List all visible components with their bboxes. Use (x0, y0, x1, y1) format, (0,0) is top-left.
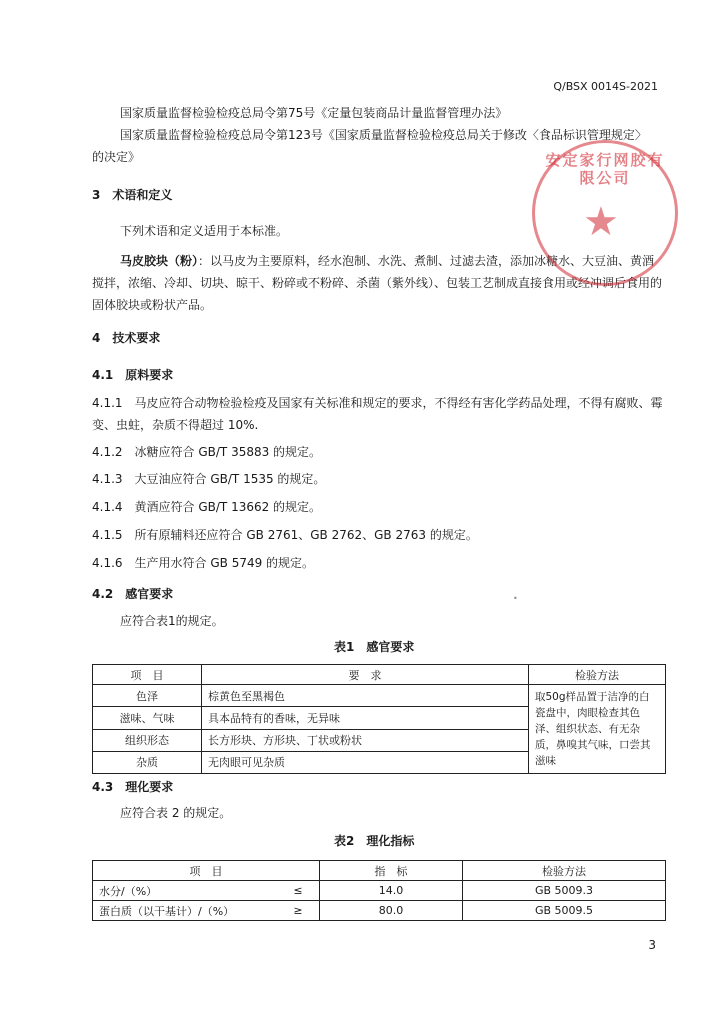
table-header-cell: 要 求 (202, 665, 529, 685)
ref-line-3: 的决定》 (92, 150, 141, 164)
clause-4-1-3: 4.1.3 大豆油应符合 GB/T 1535 的规定。 (92, 472, 326, 486)
section-4-2-heading: 4.2 感官要求 (92, 587, 174, 601)
table-cell: 80.0 (320, 901, 463, 921)
table-cell: 水分/（%） (93, 881, 278, 901)
clause-4-1-5: 4.1.5 所有原辅料还应符合 GB 2761、GB 2762、GB 2763 的规定。 (92, 528, 478, 542)
company-seal (532, 140, 678, 286)
ref-line-1: 国家质量监督检验检疫总局令第75号《定量包装商品计量监督管理办法》 (120, 106, 508, 120)
table-header-row (93, 861, 666, 881)
physicochemical-table (92, 860, 666, 921)
table-cell: 长方形块、方形块、丁状或粉状 (202, 729, 529, 751)
clause-4-1-6: 4.1.6 生产用水符合 GB 5749 的规定。 (92, 556, 315, 570)
star-icon: ★ (583, 199, 619, 245)
table-header-cell: 指 标 (320, 861, 463, 881)
page-number: 3 (648, 938, 656, 952)
table-header-cell: 项 目 (93, 861, 320, 881)
scan-speck: • (513, 594, 518, 603)
definition-term: 马皮胶块（粉） (120, 254, 199, 268)
section-4-3-heading: 4.3 理化要求 (92, 780, 174, 794)
ref-line-2: 国家质量监督检验检疫总局令第123号《国家质量监督检验检疫总局关于修改〈食品标识管理规定〉 (120, 128, 647, 142)
table-cell: 14.0 (320, 881, 463, 901)
table-row (93, 685, 666, 707)
section-4-heading: 4 技术要求 (92, 331, 161, 345)
table-header-cell: 检验方法 (463, 861, 666, 881)
clause-4-1-4: 4.1.4 黄酒应符合 GB/T 13662 的规定。 (92, 500, 322, 514)
sensory-table (92, 664, 666, 774)
table-cell: 组织形态 (93, 729, 202, 751)
clause-4-1-2: 4.1.2 冰糖应符合 GB/T 35883 的规定。 (92, 445, 322, 459)
table-2-caption: 表2 理化指标 (334, 834, 415, 848)
seal-text: 安定家行网胶有限公司 (545, 151, 665, 187)
table-cell: 具本品特有的香味，无异味 (202, 707, 529, 729)
section-4-3-text: 应符合表 2 的规定。 (120, 806, 232, 820)
table-row (93, 901, 666, 921)
table-row (93, 881, 666, 901)
section-4-2-text: 应符合表1的规定。 (120, 614, 224, 628)
table-header-cell: 项 目 (93, 665, 202, 685)
table-cell: 蛋白质（以干基计）/（%） (93, 901, 278, 921)
method-cell: 取50g样品置于洁净的白瓷盘中，肉眼检查其色泽、组织状态、有无杂质，鼻嗅其气味，口尝其滋味 (529, 685, 666, 774)
section-3-heading: 3 术语和定义 (92, 188, 173, 202)
clause-4-1-1: 4.1.1 马皮应符合动物检验检疫及国家有关标准和规定的要求，不得经有害化学药品处理，不得有腐败、霉变、虫蛀，杂质不得超过 10%. (92, 396, 663, 432)
table-1-caption: 表1 感官要求 (334, 640, 415, 654)
table-cell: 无肉眼可见杂质 (202, 751, 529, 773)
table-cell: GB 5009.3 (463, 881, 666, 901)
table-header-row (93, 665, 666, 685)
definition-body: ：以马皮为主要原料，经水泡制、水洗、煮制、过滤去渣，添加冰糖水、大豆油、黄酒搅拌，浓缩、冷却、切块、晾干、粉碎或不粉碎、杀菌（紫外线）、包装工艺制成直接食用或经冲调后食用的固体胶块或粉状产品。 (92, 254, 663, 312)
section-4-1-heading: 4.1 原料要求 (92, 368, 174, 382)
table-cell: 色泽 (93, 685, 202, 707)
doc-code: Q/BSX 0014S-2021 (553, 80, 658, 93)
table-cell: ≥ (277, 901, 320, 921)
section-3-intro: 下列术语和定义适用于本标准。 (120, 224, 289, 238)
table-cell: 棕黄色至黑褐色 (202, 685, 529, 707)
table-cell: GB 5009.5 (463, 901, 666, 921)
table-cell: 滋味、气味 (93, 707, 202, 729)
table-cell: ≤ (277, 881, 320, 901)
table-cell: 杂质 (93, 751, 202, 773)
table-header-cell: 检验方法 (529, 665, 666, 685)
